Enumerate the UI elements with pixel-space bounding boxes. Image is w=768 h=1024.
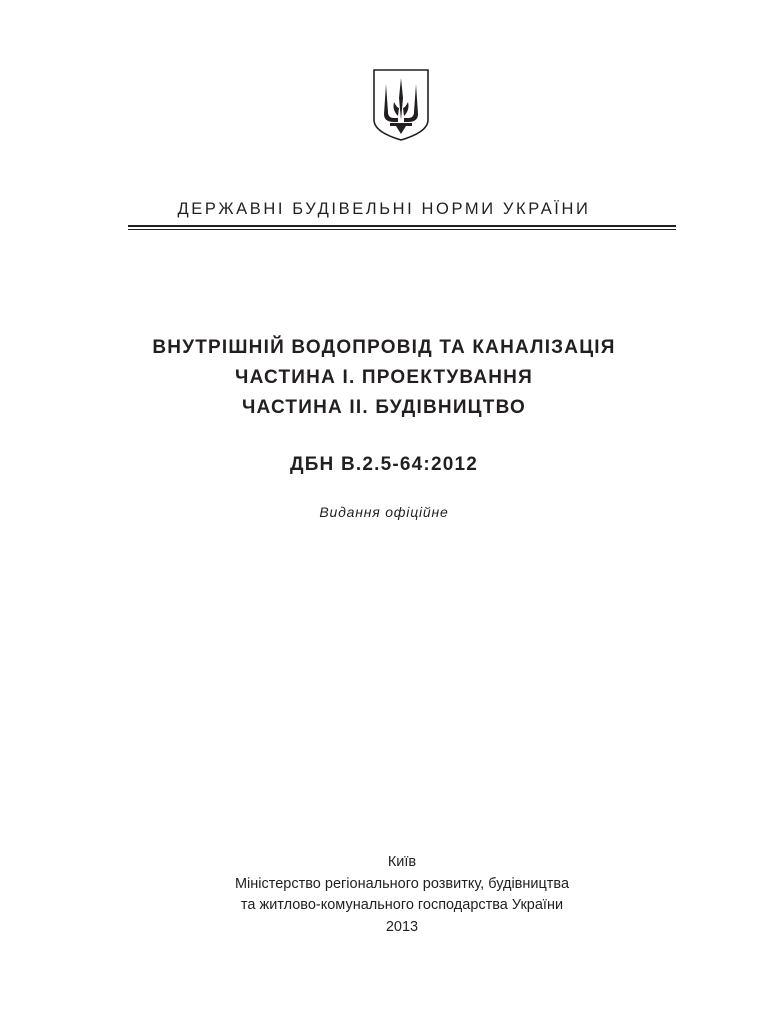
series-title: ДЕРЖАВНІ БУДІВЕЛЬНІ НОРМИ УКРАЇНИ xyxy=(177,200,591,218)
imprint xyxy=(0,852,768,938)
document-title-line-2: ЧАСТИНА І. ПРОЕКТУВАННЯ xyxy=(235,367,533,388)
imprint-city: Київ xyxy=(387,854,417,870)
imprint-publisher-line-1: Міністерство регіонального розвитку, будівництва xyxy=(234,875,570,892)
document-code: ДБН В.2.5-64:2012 xyxy=(289,454,479,475)
document-title-line-1: ВНУТРІШНІЙ ВОДОПРОВІД ТА КАНАЛІЗАЦІЯ xyxy=(152,337,616,358)
header-rule-thick xyxy=(128,225,676,227)
imprint-year: 2013 xyxy=(385,918,419,935)
edition-label: Видання офіційне xyxy=(319,504,449,520)
document-title-line-3: ЧАСТИНА ІІ. БУДІВНИЦТВО xyxy=(241,397,526,418)
imprint-publisher-line-2: та житлово-комунального господарства України xyxy=(240,897,564,913)
trident-icon xyxy=(372,68,430,142)
header-rule-thin xyxy=(128,229,676,230)
